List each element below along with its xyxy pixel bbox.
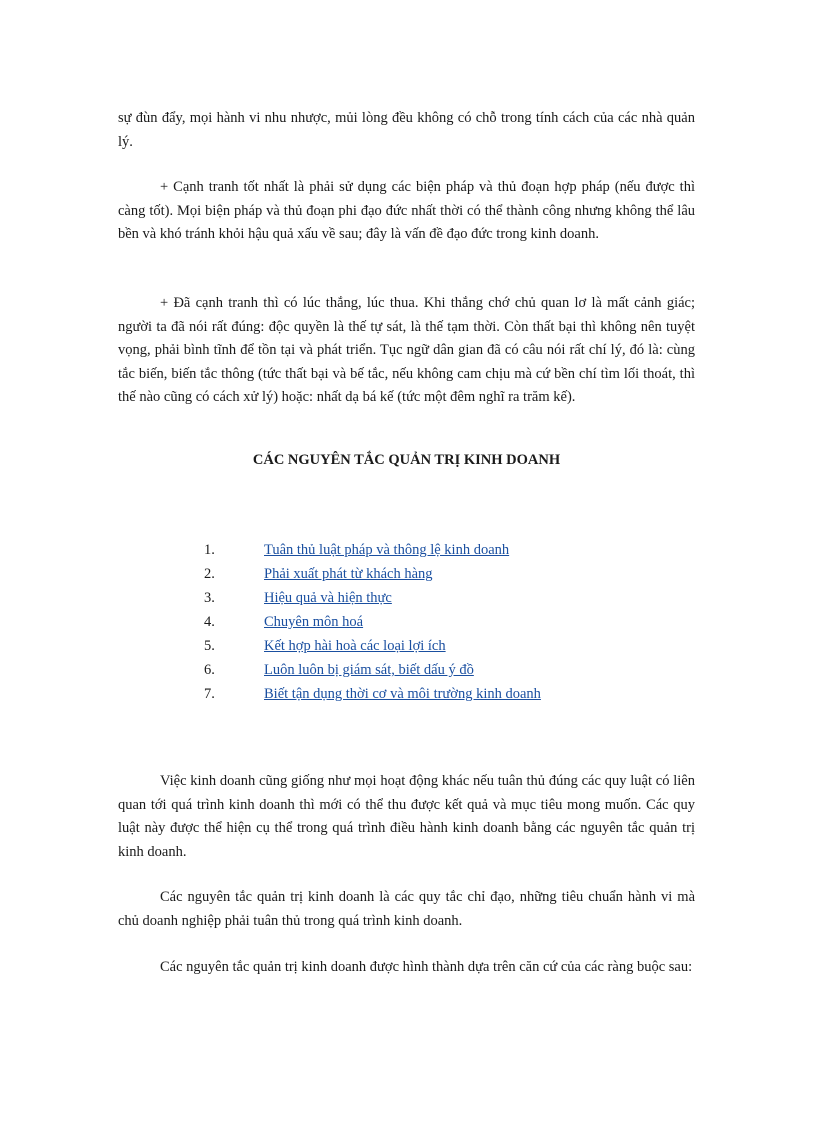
- toc-item-number: 1.: [204, 542, 215, 558]
- toc-link-7[interactable]: Biết tận dụng thời cơ và môi trường kinh doanh: [264, 686, 541, 702]
- paragraph-3: + Đã cạnh tranh thì có lúc thắng, lúc thua. Khi thắng chớ chủ quan lơ là mất cảnh giác; người ta đã nói rất đúng: độc quyền là thế tự sát, là thế tạm thời. Còn thất bại thì không nên tuyệt vọng, phải bình tĩnh để tồn tại và phát triển. Tục ngữ dân gian đã có câu nói rất chí lý, đó là: cùng tắc biến, biến tắc thông (tức thất bại và bế tắc, nếu không cam chịu mà cứ bền chí tìm lối thoát, thì thế nào cũng có cách xử lý) hoặc: nhất dạ bá kế (tức một đêm nghĩ ra trăm kế).: [118, 295, 695, 405]
- toc-item: [204, 634, 541, 658]
- paragraph-4: Việc kinh doanh cũng giống như mọi hoạt động khác nếu tuân thủ đúng các quy luật có liên quan tới quá trình kinh doanh thì mới có thể thu được kết quả và mục tiêu mong muốn. Các quy luật này được thể hiện cụ thể trong quá trình điều hành kinh doanh bằng các nguyên tắc quản trị kinh doanh.: [118, 773, 695, 860]
- toc-item-number: 3.: [204, 590, 215, 606]
- toc-item: [204, 538, 541, 562]
- paragraph-2: + Cạnh tranh tốt nhất là phải sử dụng các biện pháp và thủ đoạn hợp pháp (nếu được thì càng tốt). Mọi biện pháp và thủ đoạn phi đạo đức nhất thời có thể thành công nhưng không thể lâu bền và khó tránh khỏi hậu quả xấu về sau; đây là vấn đề đạo đức trong kinh doanh.: [118, 179, 695, 242]
- toc-link-1[interactable]: Tuân thủ luật pháp và thông lệ kinh doanh: [264, 542, 510, 558]
- toc-item: [204, 658, 541, 682]
- toc-item-number: 2.: [204, 566, 215, 582]
- toc-item-number: 5.: [204, 638, 215, 654]
- toc-link-2[interactable]: Phải xuất phát từ khách hàng: [264, 566, 433, 582]
- toc-link-4[interactable]: Chuyên môn hoá: [264, 614, 364, 630]
- paragraph-5: Các nguyên tắc quản trị kinh doanh là các quy tắc chỉ đạo, những tiêu chuẩn hành vi mà chủ doanh nghiệp phải tuân thủ trong quá trình kinh doanh.: [118, 889, 695, 929]
- toc-link-5[interactable]: Kết hợp hài hoà các loại lợi ích: [264, 638, 446, 654]
- table-of-contents: [204, 538, 541, 706]
- section-heading: CÁC NGUYÊN TẮC QUẢN TRỊ KINH DOANH: [252, 452, 561, 468]
- toc-item-number: 7.: [204, 686, 215, 702]
- toc-item: [204, 586, 541, 610]
- paragraph-1: sự đùn đẩy, mọi hành vi nhu nhược, mủi lòng đều không có chỗ trong tính cách của các nhà quản lý.: [118, 110, 695, 150]
- paragraph-6: Các nguyên tắc quản trị kinh doanh được hình thành dựa trên căn cứ của các ràng buộc sau:: [160, 959, 693, 975]
- toc-item-number: 4.: [204, 614, 215, 630]
- toc-item: [204, 562, 541, 586]
- toc-item: [204, 610, 541, 634]
- toc-link-3[interactable]: Hiệu quả và hiện thực: [264, 590, 392, 606]
- toc-item: [204, 682, 541, 706]
- toc-link-6[interactable]: Luôn luôn bị giám sát, biết dấu ý đồ: [264, 662, 474, 678]
- toc-item-number: 6.: [204, 662, 215, 678]
